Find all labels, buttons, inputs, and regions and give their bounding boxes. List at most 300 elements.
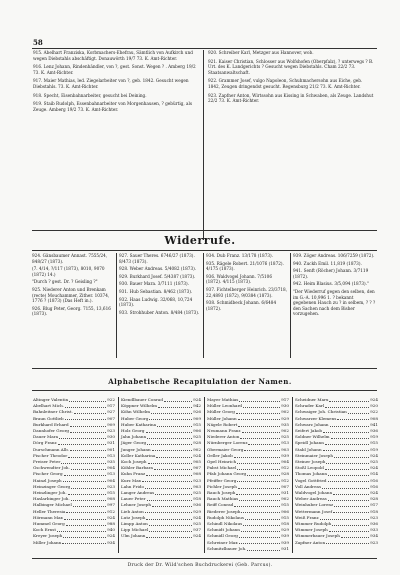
leader-dots — [240, 434, 280, 439]
leader-dots — [241, 509, 280, 514]
index-name: Pfab Johann Georg — [207, 471, 247, 477]
index-under-rule — [32, 390, 377, 391]
leader-dots — [247, 546, 280, 551]
index-number: 906 — [281, 508, 289, 514]
index-name: Heinzinger Georg — [33, 483, 71, 489]
index-name: Steinmaier Joseph — [295, 452, 334, 458]
leader-dots — [155, 490, 192, 495]
leader-dots — [238, 484, 280, 489]
leader-dots — [70, 428, 106, 433]
leader-dots — [154, 465, 192, 470]
index-number: 908 — [370, 415, 378, 421]
leader-dots — [322, 484, 369, 489]
revocation-entry: 927. Sauer Theres. 6746/27 (1873). 8/473 (1873). — [119, 253, 195, 264]
index-name: Neumann Franz — [207, 428, 241, 434]
leader-dots — [64, 471, 107, 476]
leader-dots — [243, 403, 280, 408]
index-number: 924 — [193, 533, 201, 539]
index-name: Kiendlbauer Conrad — [121, 397, 163, 402]
leader-dots — [242, 428, 281, 433]
index-name: Opel Heinrich — [207, 459, 237, 465]
leader-dots — [149, 416, 192, 421]
index-number: 925 — [370, 459, 378, 465]
index-name: Dannhofer Georg — [33, 428, 70, 434]
index-name: Köppner Wilhelm — [121, 403, 157, 409]
leader-dots — [73, 502, 106, 507]
index-number: 917 — [370, 502, 378, 508]
index-name: Junger Johann — [121, 446, 151, 452]
index-number: 907 — [193, 465, 201, 471]
index-name: Seifert Jakob — [295, 428, 323, 434]
index-number: 935 — [281, 421, 289, 427]
index-number: 940 — [107, 527, 115, 533]
index-name: Nürnberger Lorenz — [207, 440, 248, 446]
leader-dots — [151, 409, 192, 414]
index-number: 933 — [370, 527, 378, 533]
index-number: 929 — [281, 527, 289, 533]
leader-dots — [71, 496, 106, 501]
index-number: 917 — [281, 397, 289, 402]
index-number: 928 — [193, 440, 201, 446]
index-number: 902 — [193, 446, 201, 452]
leader-dots — [247, 471, 280, 476]
index-name: Soldner Wilhelm — [295, 434, 330, 440]
leader-dots — [59, 434, 106, 439]
index-title: Alphabetische Recapitulation der Namen. — [108, 377, 292, 386]
index-name: Schmidt Johann — [207, 527, 240, 533]
index-number: 915 — [370, 440, 378, 446]
index-name: Huber Katharina — [121, 421, 157, 427]
entries-left-column — [33, 50, 199, 115]
index-name: Köhler Barbara — [121, 465, 153, 471]
leader-dots — [147, 434, 192, 439]
revocation-entry: 932. Haas Ludwig. 32/068, 10,724 (1873). — [119, 296, 193, 308]
revocation-entry: 930. Bauer Mara. 3/7111 (1873). — [119, 281, 189, 287]
index-name: Waldvogel Johann — [295, 490, 333, 496]
index-name: Rudolph Nikolaus — [207, 514, 244, 520]
index-number: 903 — [193, 483, 201, 489]
index-number: 904 — [107, 465, 115, 471]
index-name: Heinzlinger Joh. — [33, 490, 67, 496]
index-name: Haslarbinger Joh. — [33, 496, 70, 502]
notice-entry: 919. Staib Rudolph, Essenbahnarbeiter von Morgenhausen, ? gebürtig, als Zeuge. Amberg 19/2 73. K. Amt-Richter. — [33, 101, 192, 112]
leader-dots — [164, 397, 192, 402]
index-name: Thomas Johann — [295, 471, 328, 477]
index-name: Pichler Joseph — [207, 483, 237, 489]
widerrufe-title: Widerrufe. — [164, 234, 236, 247]
leader-dots — [68, 490, 106, 495]
revocation-entry: 938. Schmidbeck Johann. 6/6484 (1872). — [206, 300, 277, 311]
index-name: Lipp Michael — [121, 527, 149, 533]
leader-dots — [237, 459, 280, 464]
index-name: Fischer Theodor — [33, 452, 68, 458]
index-name: Freiser Peter — [33, 459, 61, 465]
index-column — [295, 397, 378, 546]
revocation-entry: 926. Blug Peter, Georg. 7155, 13,616 (1873). — [32, 305, 111, 317]
index-name: Lauer Peter — [121, 496, 146, 502]
leader-dots — [62, 540, 106, 545]
name-index — [33, 397, 378, 555]
index-name: Müller Georg — [207, 409, 235, 415]
leader-dots — [329, 527, 369, 532]
leader-dots — [234, 502, 280, 507]
leader-dots — [236, 490, 280, 495]
printer-imprint: Druck der Dr. Wild'schen Buchdruckerei (Geb. Parcus). — [127, 563, 273, 568]
index-number: 939 — [281, 539, 289, 545]
index-number: 988 — [107, 521, 115, 527]
notice-entry: 915. Abelhart Franziska, Korbmachers-Ehefrau, Sämtlich von Aufkirch und wegen Diebstahls abschäftigt. Donauwörth 19/7 73. K. Amt-Richter. — [33, 50, 193, 61]
index-row — [33, 540, 115, 546]
leader-dots — [334, 453, 369, 458]
revocation-entry: 941. Senft (Röcher) Johann. 3/7119 (1872). — [293, 268, 369, 279]
index-name: Schreiner Max — [207, 539, 238, 545]
index-number: 909 — [107, 421, 115, 427]
index-name: Zapfner Anton — [295, 539, 326, 545]
index-number: 908 — [193, 471, 201, 477]
index-name: Weber Andreas — [295, 496, 327, 502]
leader-dots — [234, 453, 280, 458]
leader-dots — [149, 527, 192, 532]
widerrufe-column — [32, 253, 114, 319]
index-name: Pfeiffer Georg — [207, 477, 237, 483]
index-name: Lahn Frido — [121, 483, 144, 489]
leader-dots — [58, 440, 107, 445]
leader-dots — [245, 515, 280, 520]
revocation-entry: 928. Weber Andreas. 5/4082 (1873). — [119, 266, 197, 272]
revocation-entry: 925. Niederer Anton und Brenkam (recte) Mouchammer, Zither. 10374, 1776 ? (1873) (Das Heft in.). — [32, 286, 110, 304]
index-name: Vogel Gottfried — [295, 477, 327, 483]
notice-entry: 922. Grammer Josef, vulgo Napoleon, Schuhmachersohn aus Eiche, geb. 1842, Zeugen dringendst gesucht. Regensburg 21/2 73. K. Amt-Richter. — [208, 78, 363, 89]
leader-dots — [326, 540, 369, 545]
leader-dots — [239, 397, 280, 402]
index-name: Niederer Anton — [207, 434, 240, 440]
index-number: 934 — [107, 539, 115, 545]
leader-dots — [328, 471, 369, 476]
leader-dots — [71, 484, 106, 489]
index-name: Holz Georg — [121, 428, 145, 434]
index-number: 939 — [281, 452, 289, 458]
index-name: Schwarz Johann — [295, 421, 329, 427]
index-number: 902 — [281, 428, 289, 434]
index-number: 924 — [193, 397, 201, 402]
index-number: 927 — [107, 409, 115, 415]
leader-dots — [152, 502, 192, 507]
leader-dots — [68, 453, 106, 458]
leader-dots — [71, 465, 106, 470]
notice-entry: 920. Schreiber Karl, Metzger aus Hannover, wob. — [208, 50, 314, 55]
leader-dots — [239, 533, 280, 538]
index-number: 918 — [370, 508, 378, 514]
page-number: 58 — [33, 38, 43, 47]
leader-dots — [74, 409, 106, 414]
index-number: 916 — [370, 483, 378, 489]
index-name: Langer Andreas — [121, 490, 155, 496]
index-name: Rauch Joseph — [207, 490, 236, 496]
leader-dots — [70, 447, 106, 452]
index-number: 997 — [107, 502, 115, 508]
index-name: Pabst Michael — [207, 465, 237, 471]
index-row — [295, 540, 378, 546]
index-number: 922 — [107, 397, 115, 402]
leader-dots — [337, 416, 369, 421]
index-number: 931 — [107, 440, 115, 446]
notice-entry: 923. Zapfner Anton, Wirtssohn aus Kissing in Schwaben, als Zeuge. Landshut 22/2 73. K. Amt-Richter. — [208, 92, 374, 104]
index-name: Koch Ernst — [33, 527, 56, 533]
leader-dots — [323, 447, 370, 452]
index-name: Müller Leonhard — [207, 403, 243, 409]
index-name: Jäger Georg — [121, 440, 147, 446]
index-number: 904 — [107, 477, 115, 483]
leader-dots — [328, 478, 370, 483]
index-number: 917 — [107, 403, 115, 409]
leader-dots — [157, 422, 192, 427]
index-name: Rauch Mathias — [207, 496, 239, 502]
top-rule — [32, 48, 377, 49]
leader-dots — [146, 471, 192, 476]
index-name: Hummel Georg — [33, 521, 65, 527]
index-name: Schwaiger Joh. Christian — [295, 409, 347, 415]
widerrufe-column — [206, 253, 288, 313]
leader-dots — [147, 496, 193, 501]
index-name: Steiner Joseph — [295, 459, 326, 465]
revocation-entry: 939. Zöger Andreas. 106/7259 (1872). — [293, 253, 375, 258]
index-name: Schindl Nikolaus — [207, 521, 243, 527]
index-number: 901 — [107, 446, 115, 452]
index-number: 919 — [370, 446, 378, 452]
leader-dots — [239, 496, 280, 501]
revocation-entry: 934. Dub Franz. 13/178 (1873). — [206, 253, 274, 258]
notice-entry: 916. Lenz Johann, Rindenhändler, von ?, gest. Sonst. Wegen ? . Amberg 19/2 73. K. Amt-Richter. — [33, 64, 196, 75]
index-number: 925 — [281, 434, 289, 440]
index-number: 936 — [370, 521, 378, 527]
index-name: Heller Theresia — [33, 508, 66, 514]
leader-dots — [63, 533, 106, 538]
leader-dots — [237, 465, 280, 470]
index-name: Reiff Conrad — [207, 502, 234, 508]
index-number: 913 — [107, 471, 115, 477]
leader-dots — [65, 416, 107, 421]
widerrufe-grid — [32, 253, 377, 358]
revocation-entry: 936. Waldvogel Johann. 7/5106 (1872). 4/115 (1873). — [206, 273, 273, 285]
column-divider — [116, 253, 117, 358]
entries-right-column — [208, 50, 374, 107]
leader-dots — [330, 422, 370, 427]
index-name: Köhn Wilhelm — [121, 409, 150, 415]
index-name: Lehner Joseph — [121, 502, 151, 508]
index-number: 912 — [107, 508, 115, 514]
index-number: 902 — [281, 409, 289, 415]
index-number: 914 — [370, 471, 378, 477]
revocation-entry: 937. Fichtelberger Heinrich. 23/3718, 22,4893 (1872), 9/0384 (1873). — [206, 286, 288, 298]
revocation-entry: 929. Burkhard Josef. 5/4387 (1873). — [119, 273, 196, 279]
leader-dots — [341, 533, 369, 538]
index-name: Koch Joseph — [121, 459, 147, 465]
index-number: 931 — [281, 490, 289, 496]
index-name: Hainzl Joseph — [33, 477, 62, 483]
leader-dots — [332, 521, 369, 526]
index-name: Voll Andreas — [295, 483, 322, 489]
index-number: 923 — [107, 483, 115, 489]
leader-dots — [148, 459, 193, 464]
index-name: Oeller Jakob — [207, 452, 233, 458]
index-number: 915 — [193, 421, 201, 427]
index-name: Hörmann Max — [33, 514, 63, 520]
index-number: 904 — [281, 459, 289, 465]
leader-dots — [320, 515, 369, 520]
index-name: Huber Georg — [121, 415, 149, 421]
leader-dots — [326, 459, 369, 464]
index-column — [207, 397, 289, 552]
revocation-entry: (7. 4/14, ?/117 (1873), 8010, 9070 (1872) 14.) — [32, 266, 105, 277]
index-name: Riederer Joseph — [207, 508, 241, 514]
index-number: 939 — [281, 533, 289, 539]
index-number: 924 — [193, 452, 201, 458]
revocation-entry: 933. Strohhuber Anton. 8/484 (1873). — [119, 309, 200, 315]
index-number: 923 — [370, 514, 378, 520]
index-number: 929 — [281, 415, 289, 421]
index-number: 925 — [193, 490, 201, 496]
leader-dots — [152, 447, 193, 452]
revocation-entry: 935. Rägele Robert. 21/1076 (1872). 4/175 (1873). — [206, 260, 284, 272]
index-name: Bahnleitner Christ. — [33, 409, 73, 415]
index-name: Koller Katharina — [121, 452, 156, 458]
index-number: 924 — [370, 452, 378, 458]
index-number: 931 — [281, 545, 289, 551]
index-number: 925 — [193, 521, 201, 527]
column-divider — [204, 397, 205, 553]
index-number: 918 — [281, 521, 289, 527]
notice-entry: 918. Specht, Eisenbahnarbeiter, gesucht bei Deining. — [33, 92, 147, 98]
revocation-entry: "Der Wiederruf gegen den selben, den im G.-A. 10,996 1. ? bekannt gegebenen Hauch zu ? in selbem, ? ? ? den Sachen nach dem Bisher vorzugehen. — [293, 288, 376, 317]
index-name: Lutz Joseph — [121, 514, 146, 520]
revocation-entry: 931. Hub Sebastian. 8/462 (1873). — [119, 288, 193, 294]
index-name: Wimmer Rudolph — [295, 521, 332, 527]
index-number: 923 — [107, 428, 115, 434]
index-name: Kuhn Franz — [121, 471, 146, 477]
index-name: Wimmer Joseph — [295, 527, 328, 533]
index-number: 935 — [107, 459, 115, 465]
leader-dots — [70, 422, 107, 427]
index-name: Stoßl Leopold — [295, 465, 324, 471]
index-name: Scheidner Marx — [295, 397, 329, 402]
index-number: 941 — [370, 421, 378, 427]
leader-dots — [248, 440, 280, 445]
leader-dots — [65, 403, 106, 408]
leader-dots — [241, 527, 280, 532]
column-divider — [292, 397, 293, 553]
index-number: 926 — [193, 409, 201, 415]
index-name: Schwarzer Klemens — [295, 415, 337, 421]
leader-dots — [147, 440, 192, 445]
widerrufe-under-rule — [32, 250, 377, 251]
index-number: 907 — [107, 415, 115, 421]
leader-dots — [146, 515, 192, 520]
index-name: Weiß Franz — [295, 514, 319, 520]
leader-dots — [142, 478, 192, 483]
index-number: 934 — [370, 533, 378, 539]
leader-dots — [66, 521, 106, 526]
index-number: 919 — [370, 434, 378, 440]
notice-entry: 917. Maier Mathias, led. Ziegelarbeiter von ?, geb. 1842. Gesucht wegen Diebstahls. 73. K. Amt-Richter. — [33, 78, 189, 89]
index-name: Braun Gottlieb — [33, 415, 64, 421]
index-number: 916 — [370, 477, 378, 483]
index-name: Speidl Johann — [295, 440, 324, 446]
leader-dots — [237, 478, 280, 483]
index-name: Stabl Johann — [295, 446, 322, 452]
revocation-entry: 940. Zuckh Emil. 11,819 (1873). — [293, 260, 362, 266]
index-name: Burkhard Erhard — [33, 421, 69, 427]
notice-entry: 921. Kaiser Christian, Schlosser aus Wolfshofen (Oberpfalz), ? unterwegs ? B. Urt. des K. Landgerichts ? Gesucht wegen Diebstahls. Cham 22/2 73. Staatsanwaltschaft. — [208, 58, 374, 75]
index-number: 942 — [193, 403, 201, 409]
index-name: Altinger Valentin — [33, 397, 69, 402]
leader-dots — [325, 440, 369, 445]
leader-dots — [348, 409, 369, 414]
index-number: 918 — [193, 496, 201, 502]
index-number: 936 — [370, 428, 378, 434]
index-name: Mayer Mathias — [207, 397, 239, 402]
index-column — [33, 397, 115, 546]
index-name: Kurz Max — [121, 477, 141, 483]
index-name: Limpp Anton — [121, 521, 148, 527]
index-column — [121, 397, 201, 540]
leader-dots — [63, 478, 107, 483]
index-number: 924 — [107, 533, 115, 539]
index-number: 913 — [107, 452, 115, 458]
index-number: 924 — [370, 397, 378, 402]
index-name: Wimmerbauer Joseph — [295, 533, 340, 539]
index-number: 937 — [193, 527, 201, 533]
revocation-entry: 924. Gänsbaumer Annast. 7555/24, 848/27 (1873). — [32, 253, 108, 264]
index-number: 920 — [370, 403, 378, 409]
index-number: 925 — [193, 434, 201, 440]
index-number: 924 — [193, 514, 201, 520]
leader-dots — [158, 403, 192, 408]
index-name: Halbinger Michael — [33, 502, 72, 508]
index-number: 903 — [281, 446, 289, 452]
index-number: 923 — [193, 477, 201, 483]
index-number: 930 — [281, 403, 289, 409]
index-number: 928 — [281, 471, 289, 477]
index-name: Dörg Franz — [33, 440, 57, 446]
index-number: 909 — [193, 415, 201, 421]
index-name: Jahn Johann — [121, 434, 147, 440]
index-name: Müller Johann — [207, 415, 237, 421]
index-number: 923 — [370, 539, 378, 545]
leader-dots — [238, 416, 281, 421]
leader-dots — [325, 403, 369, 408]
index-name: Kreyer Joseph — [33, 533, 63, 539]
index-number: 930 — [107, 434, 115, 440]
index-name: Nägele Robert — [207, 421, 238, 427]
leader-dots — [333, 509, 369, 514]
leader-dots — [331, 434, 370, 439]
index-number: 924 — [370, 465, 378, 471]
index-number: 924 — [107, 514, 115, 520]
index-number: 908 — [107, 496, 115, 502]
leader-dots — [149, 521, 192, 526]
index-name: Obermaier Georg — [207, 446, 244, 452]
index-name: Miller Johann — [33, 539, 62, 545]
index-row — [207, 546, 289, 552]
index-number: 915 — [107, 490, 115, 496]
column-divider — [290, 253, 291, 358]
leader-dots — [323, 428, 369, 433]
leader-dots — [64, 515, 106, 520]
index-name: Gschwendter Joh. — [33, 465, 70, 471]
index-number: 912 — [281, 477, 289, 483]
leader-dots — [244, 447, 280, 452]
leader-dots — [236, 409, 280, 414]
